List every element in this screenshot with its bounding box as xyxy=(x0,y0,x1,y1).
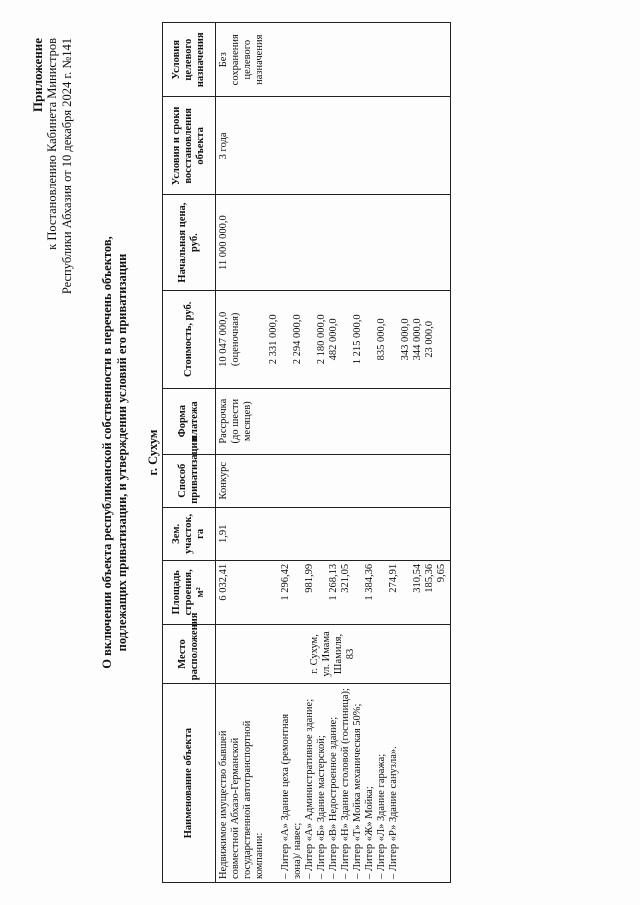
item-name: – Литер «Р» Здание санузла». xyxy=(388,746,399,879)
header-payment: Форма платежа xyxy=(163,388,216,454)
item-area: 1 268,13 xyxy=(328,563,339,601)
item-cost: 482 000,0 xyxy=(328,318,339,361)
item-area: 1 296,42 xyxy=(280,563,291,601)
item-area: 981,99 xyxy=(304,563,315,593)
item-cost: 344 000,0 xyxy=(412,318,423,361)
item-area: 9,65 xyxy=(436,563,447,583)
item-area: 310,54 xyxy=(412,563,423,593)
header-start-price: Начальная цена, руб. xyxy=(163,195,216,291)
header-purpose: Условия целевого назначения xyxy=(163,23,216,97)
area-cell xyxy=(216,560,451,624)
header-area: Площадь строения, м² xyxy=(163,560,216,624)
item-cost: 2 294 000,0 xyxy=(292,314,303,365)
item-cost: 835 000,0 xyxy=(376,318,387,361)
title-line-2: подлежащих приватизации, и утверждении условий его приватизации xyxy=(115,253,129,652)
item-cost: 2 180 000,0 xyxy=(316,314,327,365)
item-cost: 1 215 000,0 xyxy=(352,314,363,365)
restore-cell: 3 года xyxy=(216,97,451,195)
header-cost: Стоимость, руб. xyxy=(163,290,216,388)
header-location: Место расположения xyxy=(163,624,216,684)
document-title xyxy=(100,0,130,905)
item-name: – Литер «Л» Здание гаража; xyxy=(376,753,387,879)
main-area: 6 032,41 xyxy=(218,563,229,601)
table-row xyxy=(216,23,451,883)
start-price-cell: 11 000 000,0 xyxy=(216,195,451,291)
header-land: Зем. участок, га xyxy=(163,507,216,560)
item-name: – Литер «Т» Мойка механическая 50%; xyxy=(352,703,363,879)
location-cell: г. Сухум, ул. Имама Шамиля, 83 xyxy=(216,624,451,684)
appendix-heading: Приложение xyxy=(30,38,45,113)
item-cost: 23 000,0 xyxy=(424,320,435,358)
main-object-name: Недвижимое имущество бывшей совместной Абхазо-Германской государственной автотранспортной компании: xyxy=(218,720,265,879)
items-cost-list xyxy=(268,294,436,385)
items-area-list xyxy=(280,564,448,621)
land-cell: 1,91 xyxy=(216,507,451,560)
item-name: – Литер «В» Недостроенное здание; xyxy=(328,716,339,879)
item-area: 274,91 xyxy=(388,563,399,593)
item-area: 185,36 xyxy=(424,563,435,593)
header-method: Способ приватизации xyxy=(163,454,216,507)
city-label: г. Сухум xyxy=(146,429,160,476)
cost-cell xyxy=(216,290,451,388)
items-names-list xyxy=(280,687,400,879)
item-name: – Литер «А» Административное здание; xyxy=(304,698,315,879)
appendix-line-2: Республики Абхазия от 10 декабря 2024 г. №141 xyxy=(60,38,74,295)
method-cell: Конкурс xyxy=(216,454,451,507)
appendix-line-1: к Постановлению Кабинета Министров xyxy=(45,38,59,250)
header-name: Наименование объекта xyxy=(163,684,216,883)
title-line-1: О включении объекта республиканской собственности в перечень объектов, xyxy=(100,236,114,669)
item-cost: 2 331 000,0 xyxy=(268,314,279,365)
item-cost: 343 000,0 xyxy=(400,318,411,361)
item-area: 1 384,36 xyxy=(364,563,375,601)
item-name: – Литер «А» Здание цеха (ремонтная зона)/ навес; xyxy=(280,713,303,879)
purpose-cell: Без сохранения целевого назначения xyxy=(216,23,451,97)
object-name-cell xyxy=(216,684,451,883)
item-name: – Литер «Ж» Мойка; xyxy=(364,786,375,879)
table-header-row xyxy=(163,23,216,883)
item-name: – Литер «Н» Здание столовой (гостиница); xyxy=(340,688,351,879)
main-cost: 10 047 000,0 (оценочная) xyxy=(218,311,241,367)
appendix-block xyxy=(30,38,75,458)
privatization-table xyxy=(162,22,451,883)
item-area: 321,05 xyxy=(340,563,351,593)
header-restore: Условия и сроки восстановления объекта xyxy=(163,97,216,195)
item-name: – Литер «Б» Здание мастерской; xyxy=(316,735,327,879)
payment-cell: Рассрочка (до шести месяцев) xyxy=(216,388,451,454)
